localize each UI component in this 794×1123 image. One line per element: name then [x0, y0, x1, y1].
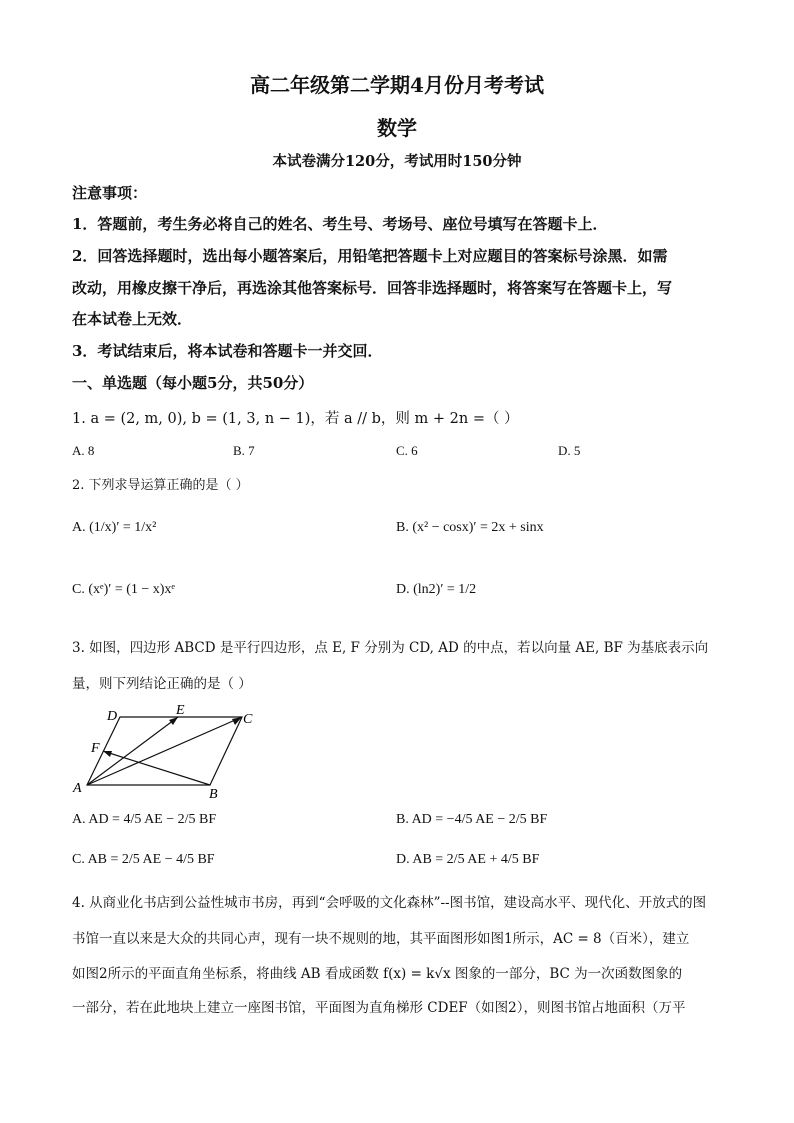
q3-option-b: B. AD = −4/5 AE − 2/5 BF — [396, 812, 548, 827]
q1-option-a: A. 8 — [72, 443, 95, 458]
note-2-line-2: 改动，用橡皮擦干净后，再选涂其他答案标号．回答非选择题时，将答案写在答题卡上，写 — [72, 279, 673, 297]
section-1-heading: 一、单选题（每小题5分，共50分） — [72, 374, 314, 392]
q3-option-a: A. AD = 4/5 AE − 2/5 BF — [72, 812, 217, 827]
exam-info: 本试卷满分120分，考试用时150分钟 — [272, 153, 522, 170]
label-e: E — [176, 703, 185, 718]
page-title: 高二年级第二学期4月份月考考试 — [250, 73, 544, 97]
q2-option-a: A. (1/x)′ = 1/x² — [72, 520, 157, 535]
note-1: 1．答题前，考生务必将自己的姓名、考生号、考场号、座位号填写在答题卡上． — [72, 215, 608, 233]
parallelogram-figure — [70, 700, 270, 800]
label-f: F — [91, 741, 100, 756]
q2-option-d: D. (ln2)′ = 1/2 — [396, 582, 477, 597]
question-3-stem-line-1: 3. 如图，四边形 ABCD 是平行四边形，点 E, F 分别为 CD, AD 的中点，若以向量 AE, BF 为基底表示向 — [72, 640, 709, 656]
arrow-ae — [169, 717, 178, 725]
question-4-line-2: 书馆一直以来是大众的共同心声，现有一块不规则的地，其平面图形如图1所示，AC = 8（百米），建立 — [72, 931, 690, 947]
question-3-stem-line-2: 量，则下列结论正确的是（ ） — [72, 676, 252, 692]
q1-option-b: B. 7 — [233, 443, 255, 458]
label-a: A — [73, 781, 82, 796]
label-b: B — [209, 787, 218, 800]
arrow-bf — [103, 751, 112, 757]
question-2-stem: 2. 下列求导运算正确的是（ ） — [72, 478, 249, 493]
label-c: C — [243, 712, 253, 727]
question-4-line-4: 一部分，若在此地块上建立一座图书馆，平面图为直角梯形 CDEF（如图2），则图书馆占地面积（万平 — [72, 1000, 686, 1016]
q1-option-d: D. 5 — [558, 443, 581, 458]
label-d: D — [107, 709, 118, 724]
question-1-stem: 1. a = (2, m, 0), b = (1, 3, n − 1)，若 a // b，则 m + 2n =（ ） — [72, 411, 519, 427]
note-2-line-3: 在本试卷上无效． — [72, 310, 193, 328]
q3-option-c: C. AB = 2/5 AE − 4/5 BF — [72, 852, 215, 867]
notes-heading: 注意事项： — [72, 184, 148, 202]
note-3: 3．考试结束后，将本试卷和答题卡一并交回． — [72, 342, 383, 360]
q2-option-b: B. (x² − cosx)′ = 2x + sinx — [396, 520, 544, 535]
q3-option-d: D. AB = 2/5 AE + 4/5 BF — [396, 852, 540, 867]
subject-title: 数学 — [377, 116, 417, 140]
question-4-line-3: 如图2所示的平面直角坐标系，将曲线 AB 看成函数 f(x) = k√x 图象的一部分，BC 为一次函数图象的 — [72, 966, 683, 982]
q1-option-c: C. 6 — [396, 443, 418, 458]
q2-option-c: C. (xᵉ)′ = (1 − x)xᵉ — [72, 582, 176, 597]
question-4-line-1: 4. 从商业化书店到公益性城市书房，再到“会呼吸的文化森林”--图书馆，建设高水平、现代化、开放式的图 — [72, 895, 707, 911]
note-2-line-1: 2．回答选择题时，选出每小题答案后，用铅笔把答题卡上对应题目的答案标号涂黑．如需 — [72, 247, 668, 265]
vector-bf — [103, 751, 210, 785]
